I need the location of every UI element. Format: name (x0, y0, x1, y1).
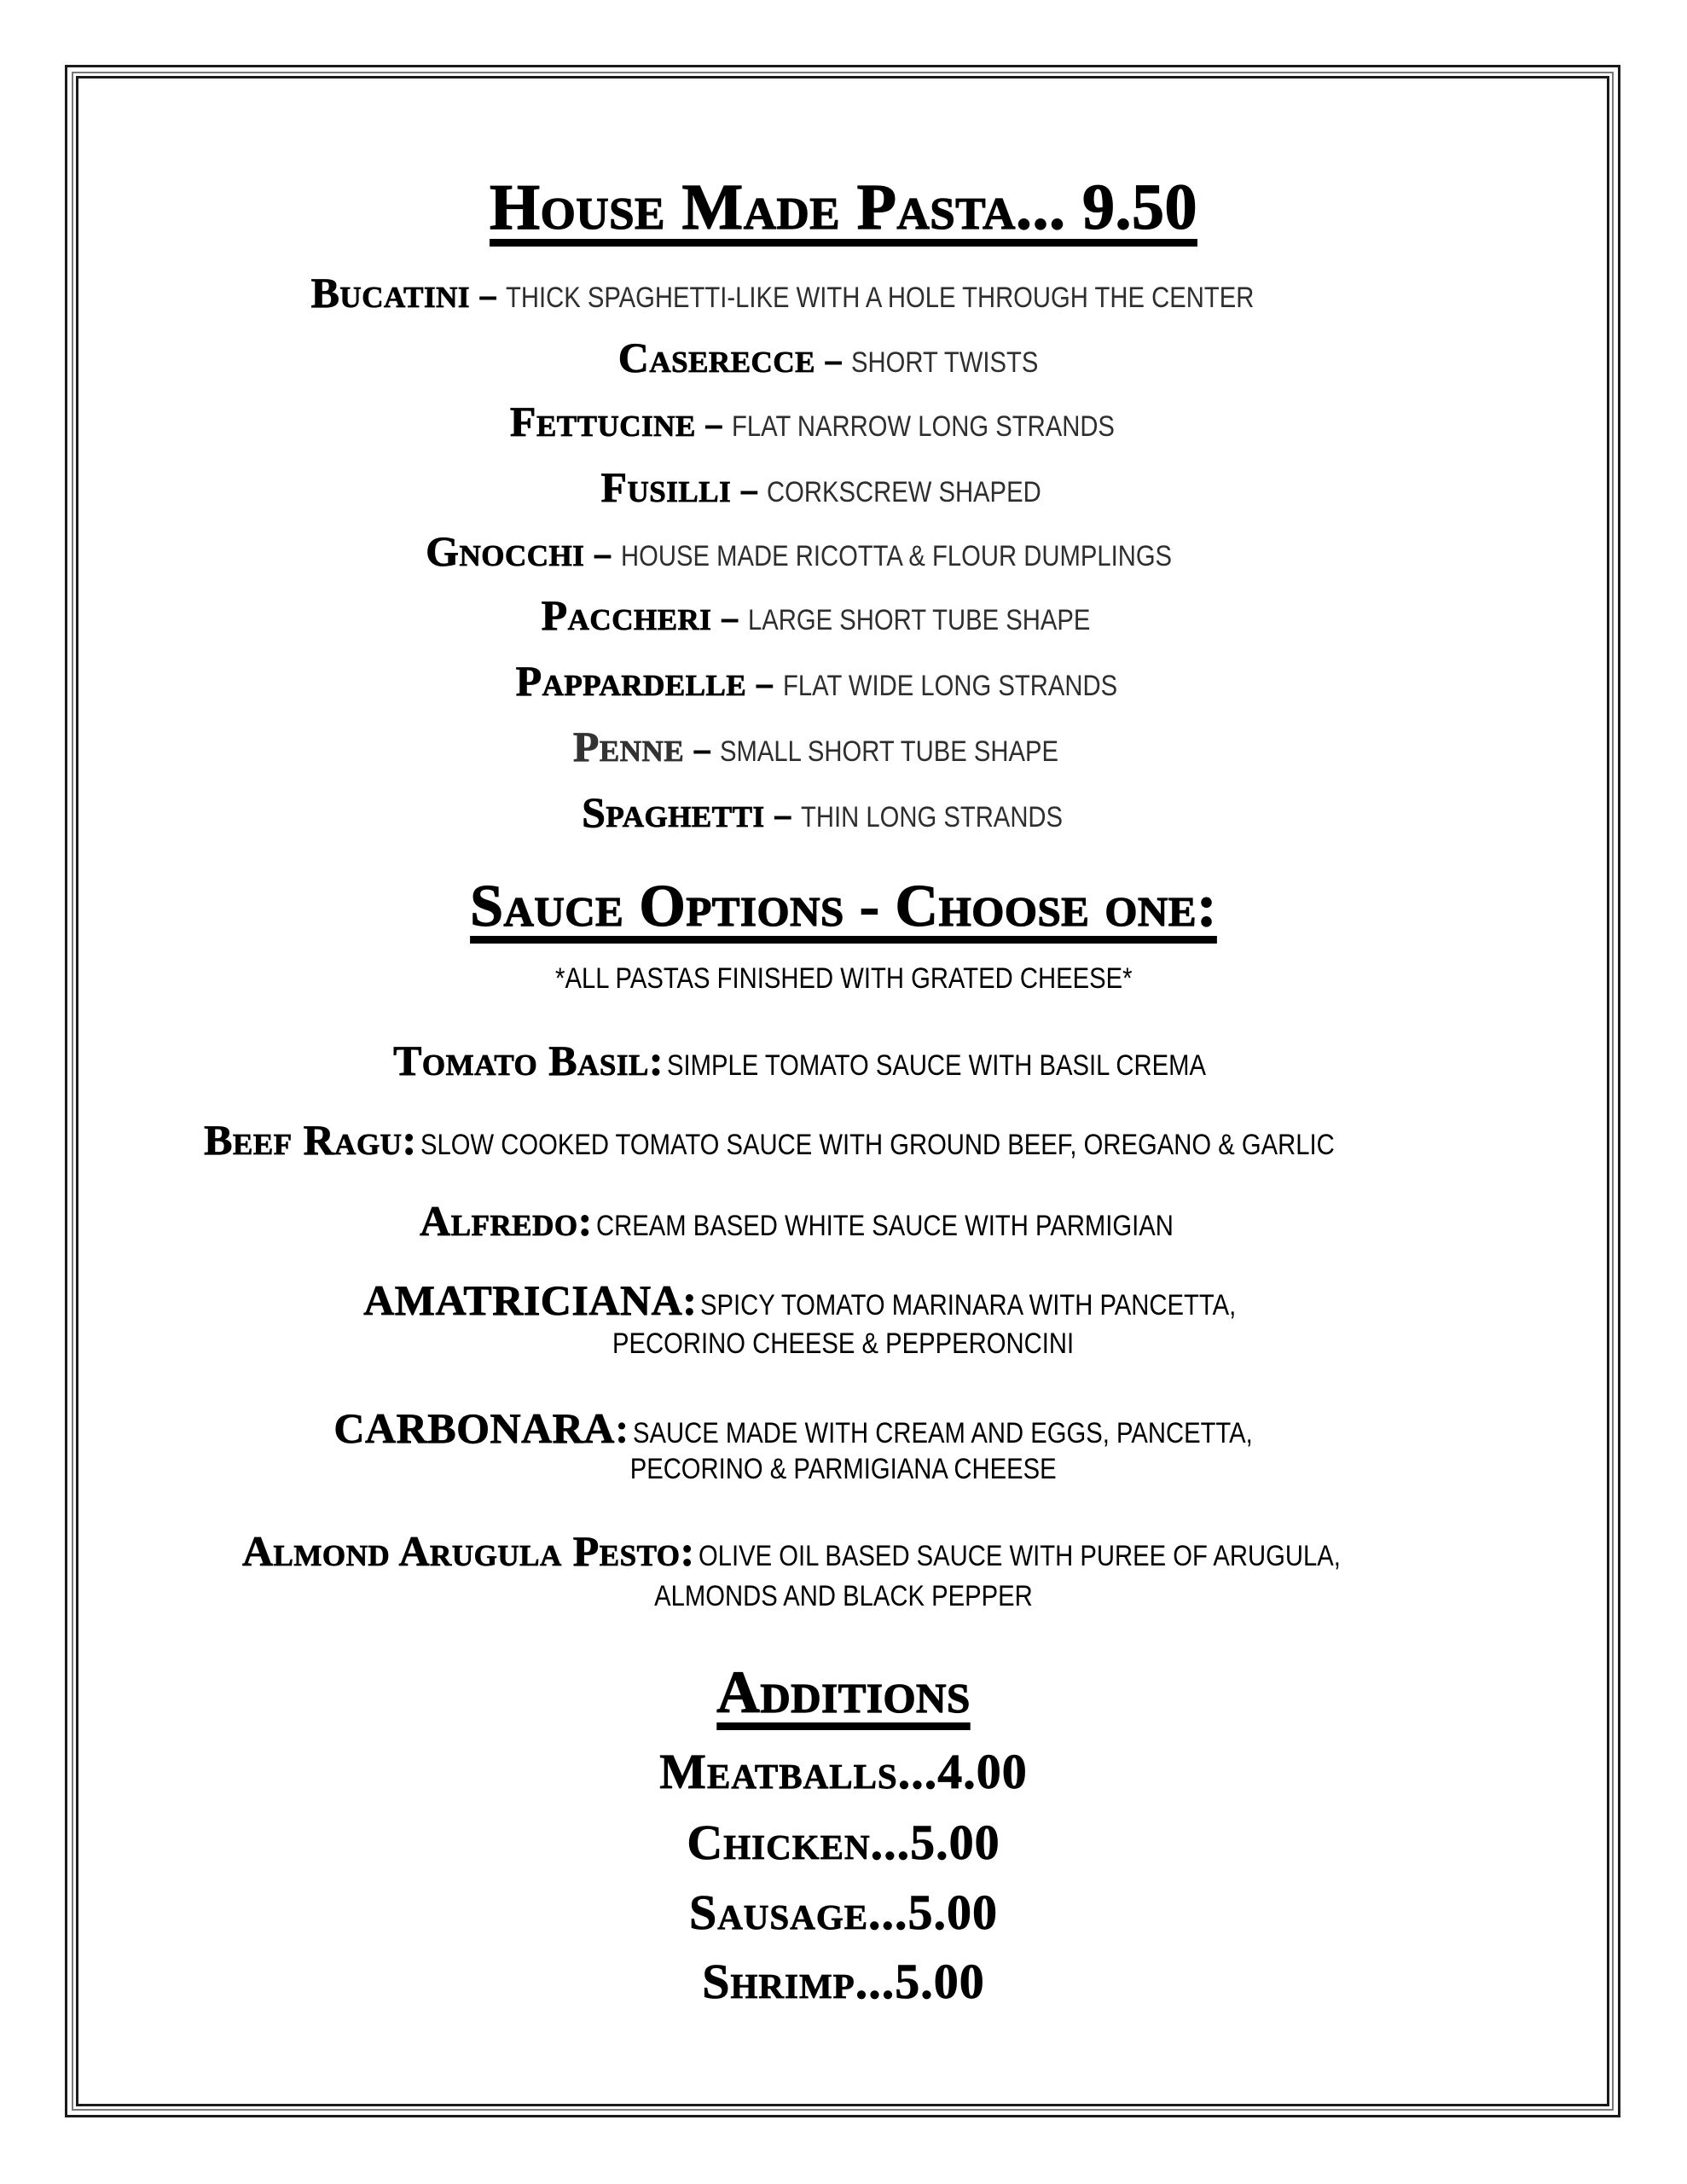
pasta-description: FLAT NARROW LONG STRANDS (732, 410, 1115, 443)
pasta-section-title-row (0, 171, 1687, 243)
pasta-name: Fusilli (600, 463, 732, 511)
addition-label: Chicken...5.00 (687, 1815, 1000, 1870)
pasta-name: Spaghetti (582, 788, 765, 836)
pasta-description: THICK SPAGHETTI-LIKE WITH A HOLE THROUGH THE CENTER (506, 282, 1255, 314)
sauce-description-line2: PECORINO & PARMIGIANA CHEESE (630, 1453, 1057, 1485)
pasta-name: Bucatini (310, 269, 471, 317)
sauce-description: SAUCE MADE WITH CREAM AND EGGS, PANCETTA, (632, 1417, 1253, 1449)
sauce-item (0, 1276, 1687, 1324)
pasta-name: Paccheri (541, 591, 712, 639)
sauce-description-line2: ALMONDS AND BLACK PEPPER (654, 1580, 1033, 1612)
sauce-colon: : (614, 1404, 629, 1452)
sauce-description-continued (0, 1455, 1687, 1484)
sauce-description-continued (0, 1582, 1687, 1611)
pasta-description: SMALL SHORT TUBE SHAPE (720, 735, 1059, 768)
pasta-description: THIN LONG STRANDS (800, 801, 1063, 834)
pasta-description: SHORT TWISTS (851, 346, 1039, 379)
separator: – (823, 342, 844, 380)
sauce-name: Almond Arugula Pesto: (241, 1527, 695, 1575)
sauce-section-title-row (0, 874, 1687, 939)
additions-section-title: Additions (716, 1660, 971, 1726)
separator: – (739, 472, 759, 509)
cheese-note: *ALL PASTAS FINISHED WITH GRATED CHEESE* (554, 962, 1133, 995)
separator: – (704, 406, 724, 444)
addition-item (0, 1954, 1687, 2009)
separator: – (720, 600, 739, 637)
sauce-description: SPICY TOMATO MARINARA WITH PANCETTA, (700, 1289, 1237, 1321)
sauce-name: CARBONARA (333, 1404, 615, 1452)
pasta-item (0, 463, 1687, 511)
pasta-name: Gnocchi (426, 527, 585, 575)
sauce-note-row (0, 964, 1687, 993)
pasta-item (0, 788, 1687, 836)
pasta-item (0, 527, 1687, 575)
separator: – (478, 277, 498, 315)
pasta-item (0, 725, 1687, 768)
pasta-description: HOUSE MADE RICOTTA & FLOUR DUMPLINGS (620, 540, 1172, 572)
sauce-name: Beef Ragu: (204, 1116, 417, 1164)
separator: – (773, 797, 792, 834)
sauce-item (0, 1404, 1687, 1452)
pasta-item (0, 657, 1687, 705)
addition-label: Sausage...5.00 (688, 1885, 999, 1940)
pasta-description: LARGE SHORT TUBE SHAPE (747, 604, 1091, 636)
sauce-description-line2: PECORINO CHEESE & PEPPERONCINI (612, 1327, 1075, 1360)
pasta-item (0, 269, 1687, 317)
addition-label: Meatballs...4.00 (659, 1744, 1028, 1799)
sauce-description: SLOW COOKED TOMATO SAUCE WITH GROUND BEEF, OREGANO & GARLIC (420, 1129, 1335, 1161)
pasta-name: Pappardelle (515, 657, 747, 705)
pasta-item (0, 591, 1687, 639)
addition-item (0, 1815, 1687, 1870)
sauce-description: OLIVE OIL BASED SAUCE WITH PUREE OF ARUGULA, (698, 1540, 1341, 1572)
pasta-description: CORKSCREW SHAPED (767, 476, 1042, 508)
sauce-name: AMATRICIANA: (363, 1276, 698, 1324)
pasta-item (0, 400, 1687, 443)
separator: – (693, 731, 712, 769)
sauce-item (0, 1527, 1687, 1575)
sauce-description-continued (0, 1329, 1687, 1358)
pasta-section-title: House Made Pasta... 9.50 (490, 171, 1197, 243)
page-border-inner-line (76, 76, 1609, 2106)
pasta-description: FLAT WIDE LONG STRANDS (782, 670, 1117, 702)
addition-label: Shrimp...5.00 (702, 1954, 985, 2009)
additions-section-title-row (0, 1660, 1687, 1726)
addition-item (0, 1885, 1687, 1940)
separator: – (755, 665, 774, 703)
separator: – (593, 536, 612, 573)
sauce-name: Alfredo: (420, 1197, 593, 1245)
sauce-description: CREAM BASED WHITE SAUCE WITH PARMIGIAN (595, 1210, 1174, 1242)
sauce-item (0, 1116, 1687, 1164)
sauce-item (0, 1197, 1687, 1245)
sauce-section-title: Sauce Options - Choose one: (470, 874, 1217, 939)
pasta-name: Fettucine (509, 398, 696, 445)
sauce-item (0, 1039, 1687, 1082)
pasta-item (0, 336, 1687, 379)
pasta-name: Caserecce (617, 334, 815, 381)
pasta-name: Penne (572, 723, 685, 770)
sauce-description: SIMPLE TOMATO SAUCE WITH BASIL CREMA (667, 1049, 1207, 1082)
sauce-name: Tomato Basil: (393, 1037, 664, 1084)
addition-item (0, 1744, 1687, 1799)
